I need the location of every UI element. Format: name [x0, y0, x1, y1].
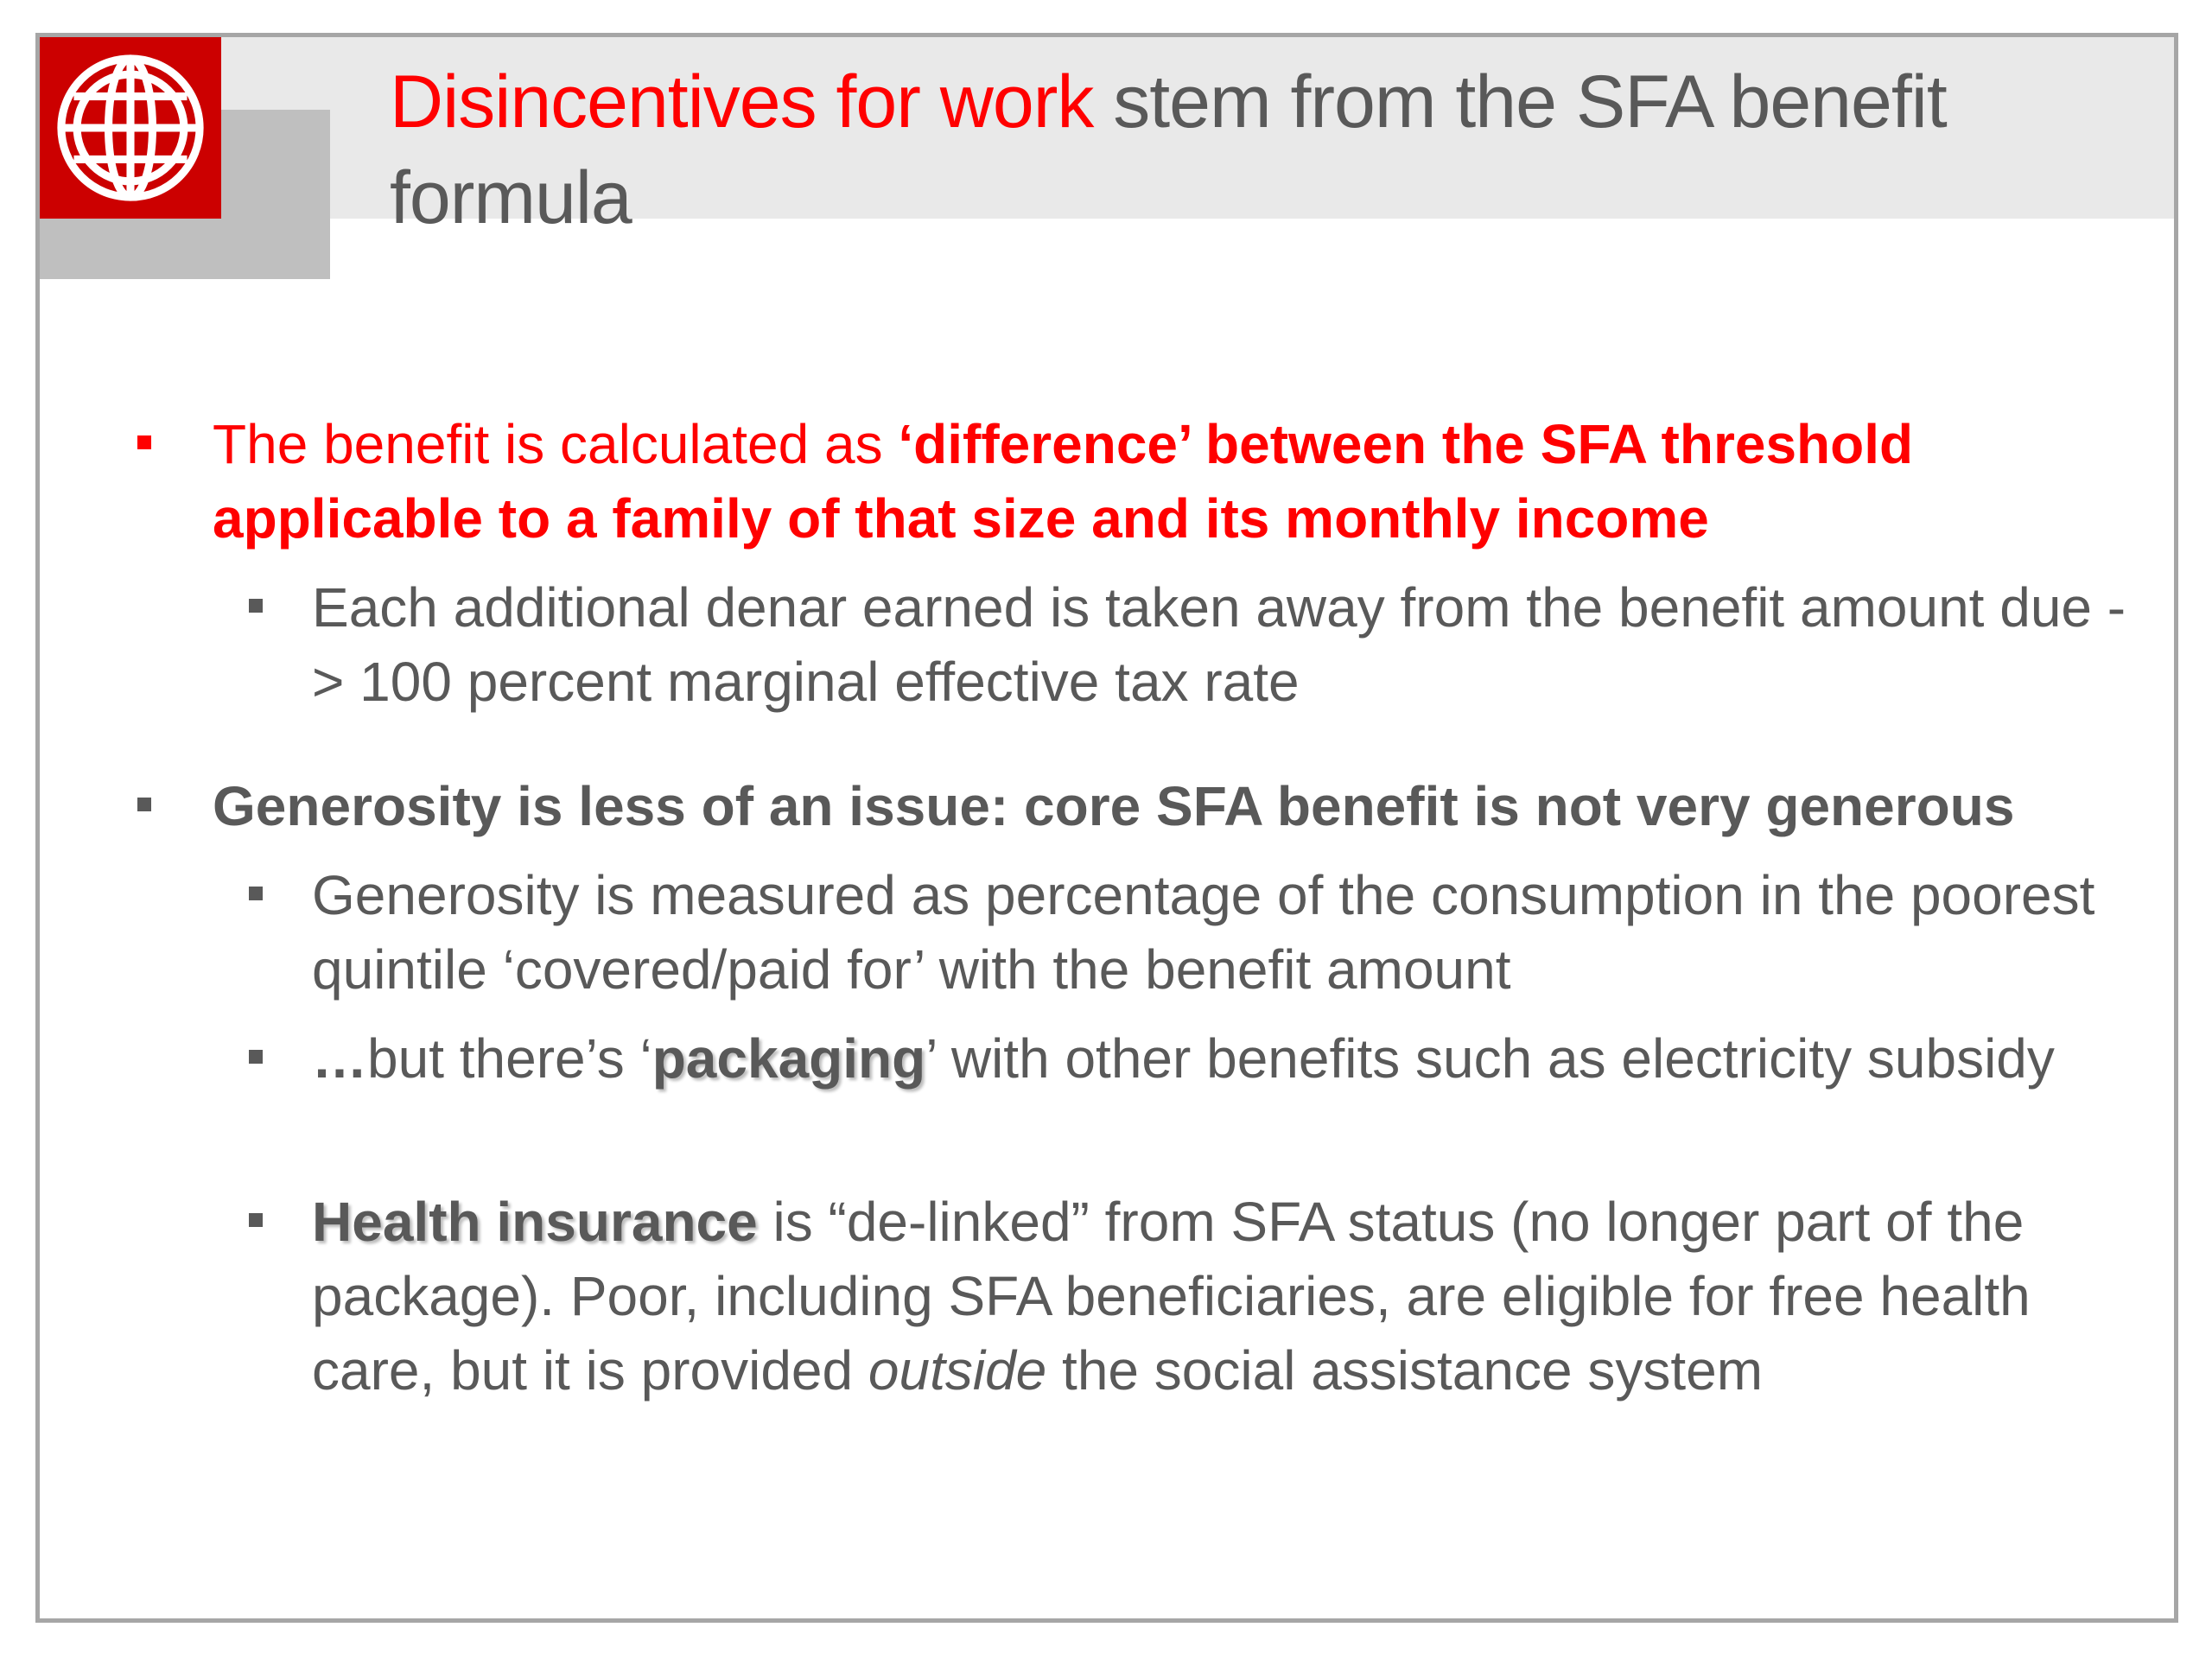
bullet-text: the social assistance system: [1046, 1339, 1764, 1402]
health-insurance-emphasis: Health insurance: [312, 1191, 758, 1253]
bullet-item: [312, 1021, 2144, 1096]
bullet-item: [213, 407, 2148, 556]
bullet-text: but there’s ‘: [367, 1027, 652, 1090]
bullet-text: ’ with other benefits such as electricity subsidy: [925, 1027, 2055, 1090]
title-accent: Disincentives for work: [390, 60, 1094, 143]
bullet-text: Generosity is measured as percentage of the consumption in the poorest quintile ‘covered/paid for’ with the benefit amount: [312, 864, 2095, 1001]
packaging-emphasis: packaging: [652, 1027, 926, 1090]
slide: [35, 33, 2178, 1623]
globe-icon: [52, 49, 209, 207]
bullet-item: [312, 858, 2144, 1007]
world-bank-logo: [40, 37, 221, 219]
bullet-item: [312, 570, 2144, 719]
bullet-item: [312, 1185, 2144, 1408]
bullet-text: is “de-linked” from SFA status (no longer part of the package). Poor, including SFA beneficiaries, are eligible for free health care, but it is provided: [312, 1191, 2031, 1402]
bullet-text: Each additional denar earned is taken away from the benefit amount due -> 100 percent marginal effective tax rate: [312, 576, 2126, 713]
bullet-marker: [249, 599, 263, 613]
title-rest: stem from the SFA benefit formula: [390, 60, 1947, 239]
bullet-marker: [249, 1213, 263, 1227]
outside-emphasis: outside: [868, 1339, 1047, 1402]
bullet-marker: [137, 435, 151, 449]
bullet-item: [213, 769, 2148, 843]
bullet-text: The benefit is calculated as: [213, 413, 899, 475]
bullet-text-bold: Generosity is less of an issue: core SFA benefit is not very generous: [213, 775, 2015, 837]
bullet-marker: [249, 887, 263, 900]
bullet-text-bold: ‘difference’ between the SFA threshold applicable to a family of that size and its monthly income: [213, 413, 1914, 550]
slide-title: [390, 54, 2144, 246]
ellipsis-text: …: [312, 1027, 367, 1090]
bullet-marker: [137, 798, 151, 811]
bullet-marker: [249, 1050, 263, 1064]
